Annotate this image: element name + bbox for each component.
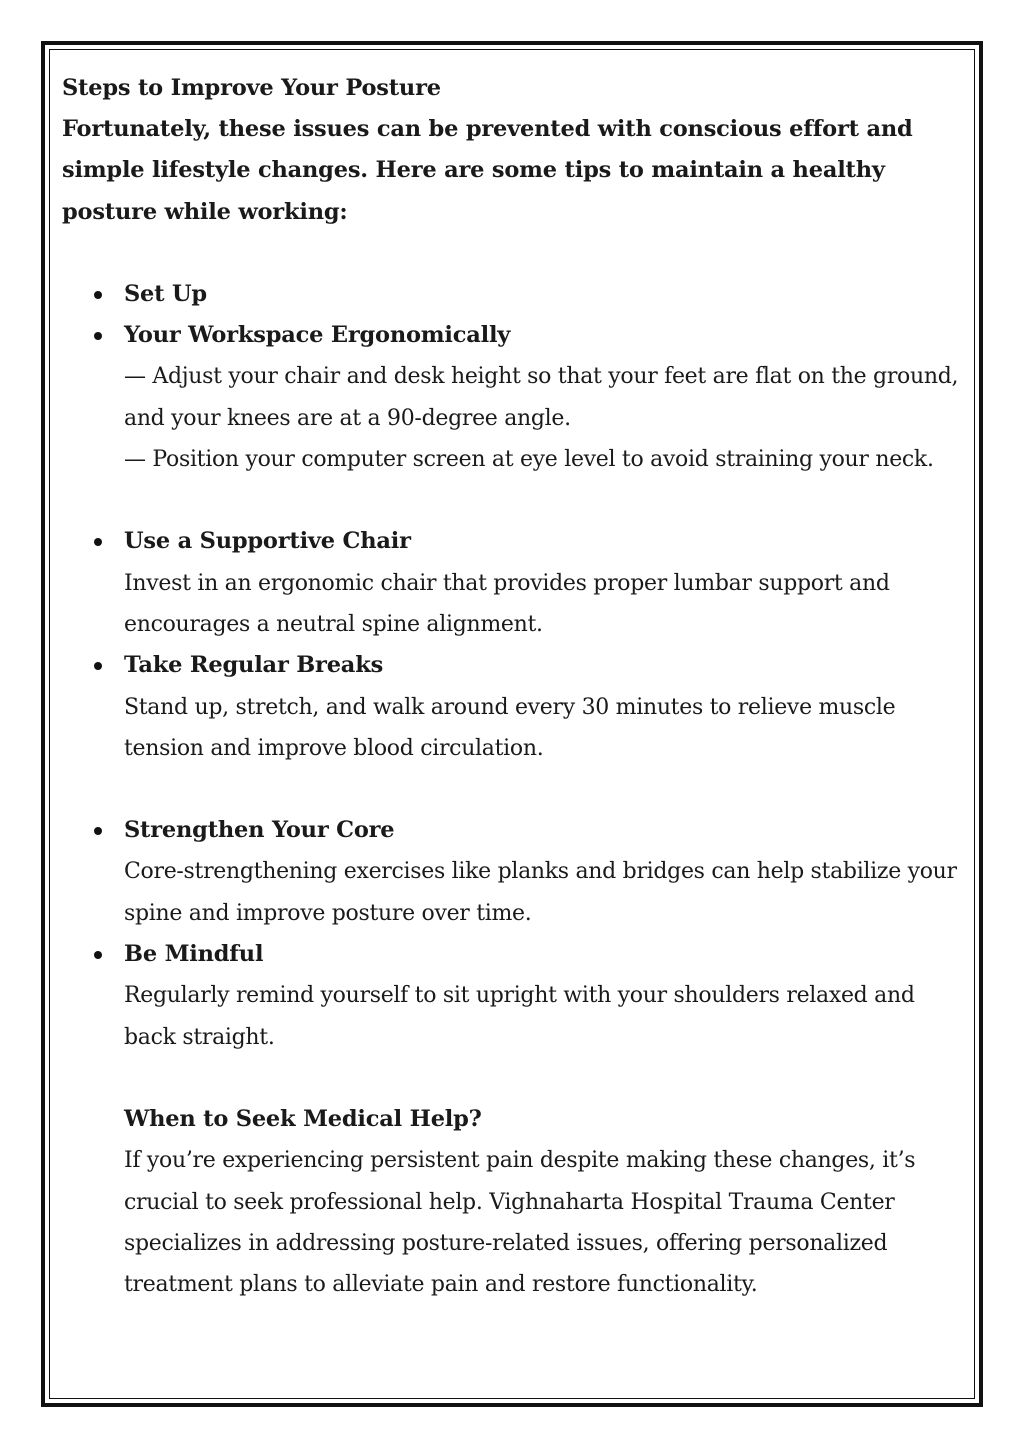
- tip-detail: — Position your computer screen at eye level to avoid straining your neck.: [124, 447, 934, 473]
- tip-title: Strengthen Your Core: [124, 817, 395, 844]
- bullet-icon: [94, 291, 102, 299]
- bullet-icon: [94, 662, 102, 670]
- bullet-icon: [94, 827, 102, 835]
- tips-list: [62, 810, 967, 1058]
- tip-body: Regularly remind yourself to sit upright with your shoulders relaxed and back straight.: [124, 983, 915, 1050]
- spacer: [62, 480, 967, 521]
- tip-title: Use a Supportive Chair: [124, 528, 411, 555]
- tip-body: Invest in an ergonomic chair that provides proper lumbar support and encourages a neutral spine alignment.: [124, 570, 890, 637]
- bullet-icon: [94, 538, 102, 546]
- list-item: [62, 521, 967, 645]
- list-item: [62, 274, 967, 315]
- list-item: [62, 315, 967, 480]
- tip-title: Set Up: [124, 280, 207, 307]
- page-title: Steps to Improve Your Posture: [62, 75, 441, 101]
- tip-title: Be Mindful: [124, 941, 264, 968]
- tip-detail: — Adjust your chair and desk height so that your feet are flat on the ground, and your knees are at a 90-degree angle.: [124, 364, 959, 431]
- document-content: [62, 68, 967, 1305]
- spacer: [62, 769, 967, 810]
- tip-body: Core-strengthening exercises like planks and bridges can help stabilize your spine and improve posture over time.: [124, 859, 957, 926]
- spacer: [62, 1058, 967, 1099]
- tip-body: Stand up, stretch, and walk around every 30 minutes to relieve muscle tension and improve blood circulation.: [124, 694, 896, 761]
- list-item: [62, 645, 967, 769]
- list-item: [62, 934, 967, 1058]
- bullet-icon: [94, 951, 102, 959]
- medical-help-section: [62, 1099, 967, 1305]
- bullet-icon: [94, 332, 102, 340]
- tips-list: [62, 521, 967, 769]
- tip-title: Your Workspace Ergonomically: [124, 322, 511, 349]
- section-heading: When to Seek Medical Help?: [124, 1105, 482, 1132]
- section-body: If you’re experiencing persistent pain despite making these changes, it’s crucial to seek professional help. Vighnaharta Hospital Trauma Center specializes in addressing posture-related issues, offering personalized treatment plans to alleviate pain and restore functionality.: [124, 1148, 916, 1298]
- spacer: [62, 233, 967, 274]
- tip-title: Take Regular Breaks: [124, 652, 384, 679]
- intro-paragraph: Fortunately, these issues can be prevented with conscious effort and simple lifestyle changes. Here are some tips to maintain a healthy posture while working:: [62, 116, 913, 225]
- tips-list: [62, 274, 967, 480]
- list-item: [62, 810, 967, 934]
